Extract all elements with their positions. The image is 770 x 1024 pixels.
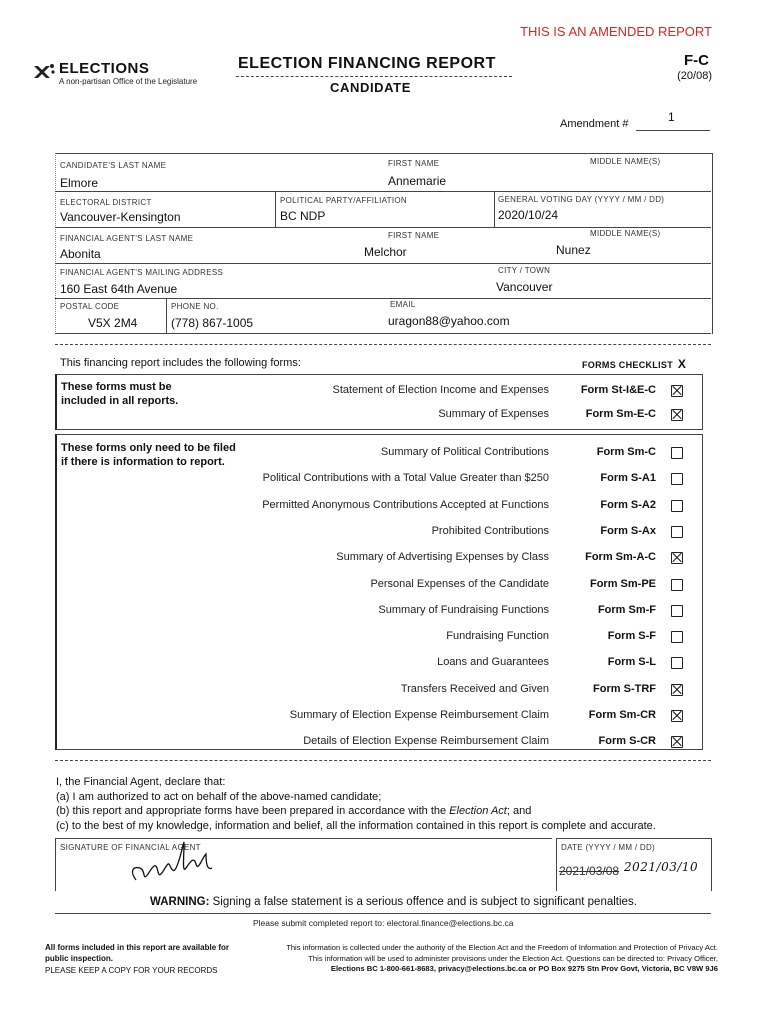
form-version: (20/08)	[677, 70, 712, 82]
voting-day-field[interactable]: 2020/10/24	[498, 208, 559, 222]
form-checkbox[interactable]	[671, 409, 683, 421]
form-checkbox[interactable]	[671, 500, 683, 512]
form-code: Form S-TRF	[593, 682, 656, 695]
form-code: Form Sm-PE	[589, 577, 656, 590]
form-checkbox[interactable]	[671, 657, 683, 669]
footer-contact: Elections BC 1-800-661-8683, privacy@elections.bc.ca or PO Box 9275 Stn Prov Govt, Victoria, BC V8W 9J6	[330, 964, 718, 973]
section-divider	[55, 760, 711, 761]
agent-middle-name-field[interactable]: Nunez	[556, 243, 591, 257]
form-code: Form St-I&E-C	[580, 384, 656, 396]
title-rule	[236, 76, 512, 77]
party-label: POLITICAL PARTY/AFFILIATION	[280, 196, 407, 205]
form-checkbox[interactable]	[671, 736, 683, 748]
form-description: Political Contributions with a Total Value Greater than $250	[262, 472, 549, 485]
signature-date-label: DATE (YYYY / MM / DD)	[561, 843, 656, 852]
form-checkbox[interactable]	[671, 447, 683, 459]
party-field[interactable]: BC NDP	[280, 209, 326, 223]
form-checkbox[interactable]	[671, 526, 683, 538]
candidate-middle-name-label: MIDDLE NAME(S)	[590, 157, 661, 166]
footer-left	[45, 943, 235, 977]
form-checkbox[interactable]	[671, 631, 683, 643]
form-checkbox[interactable]	[671, 684, 683, 696]
declaration	[56, 775, 716, 833]
form-description: Prohibited Contributions	[431, 524, 549, 537]
declaration-b-end: ; and	[506, 805, 532, 817]
form-checkbox[interactable]	[671, 552, 683, 564]
form-code: Form S-A1	[600, 472, 656, 485]
form-checkbox[interactable]	[671, 473, 683, 485]
candidate-first-name-label: FIRST NAME	[388, 159, 440, 168]
declaration-a: (a) I am authorized to act on behalf of the above-named candidate;	[56, 790, 382, 803]
form-checkbox[interactable]	[671, 385, 683, 397]
electoral-district-label: ELECTORAL DISTRICT	[60, 198, 152, 207]
postal-code-field[interactable]: V5X 2M4	[88, 316, 138, 330]
checklist-intro: This financing report includes the following forms:	[60, 357, 301, 369]
declaration-intro: I, the Financial Agent, declare that:	[56, 776, 226, 788]
signature-date-printed[interactable]: 2021/03/08	[559, 864, 620, 878]
declaration-b	[56, 804, 716, 819]
signature-date-handwritten: 2021/03/10	[624, 860, 699, 874]
agent-last-name-field[interactable]: Abonita	[60, 247, 101, 261]
row-divider	[55, 333, 711, 334]
form-description: Details of Election Expense Reimbursement Claim	[303, 735, 549, 748]
warning-label: WARNING:	[150, 896, 210, 908]
amendment-number[interactable]: 1	[668, 110, 675, 124]
form-code: Form S-A2	[600, 498, 656, 511]
amendment-label: Amendment #	[560, 118, 629, 130]
form-code: Form S-L	[607, 656, 656, 669]
declaration-b-text: (b) this report and appropriate forms have been prepared in accordance with the	[56, 805, 450, 817]
checklist-heading-mark: X	[677, 357, 687, 371]
agent-last-name-label: FINANCIAL AGENT'S LAST NAME	[60, 234, 194, 243]
form-checkbox[interactable]	[671, 710, 683, 722]
elections-logo-icon	[32, 60, 56, 84]
form-code: Form S-F	[607, 630, 656, 643]
form-description: Summary of Fundraising Functions	[378, 603, 549, 616]
declaration-b-act: Election Act	[449, 805, 507, 817]
form-code: Form Sm-F	[597, 603, 656, 616]
candidate-last-name-field[interactable]: Elmore	[60, 176, 99, 190]
warning-rule	[55, 913, 711, 914]
form-description: Transfers Received and Given	[400, 682, 549, 695]
col-divider	[494, 191, 495, 227]
submit-note: Please submit completed report to: electoral.finance@elections.bc.ca	[253, 918, 514, 928]
declaration-c: (c) to the best of my knowledge, information and belief, all the information contained in this report is complete and accurate.	[56, 819, 656, 832]
amendment-underline	[636, 130, 710, 131]
electoral-district-field[interactable]: Vancouver-Kensington	[60, 210, 181, 224]
org-tagline: A non-partisan Office of the Legislature	[59, 77, 198, 86]
agent-signature	[122, 838, 222, 888]
agent-address-field[interactable]: 160 East 64th Avenue	[60, 282, 178, 296]
footer-public-note: All forms included in this report are available for public inspection.	[45, 943, 230, 963]
form-description: Statement of Election Income and Expenses	[332, 384, 549, 396]
form-description: Summary of Political Contributions	[380, 446, 549, 458]
form-code: Form Sm-E-C	[585, 408, 656, 420]
required-forms-note: These forms must be included in all reports.	[61, 381, 179, 407]
agent-city-label: CITY / TOWN	[498, 266, 551, 275]
elections-logo	[32, 60, 212, 90]
agent-address-label: FINANCIAL AGENT'S MAILING ADDRESS	[60, 268, 224, 277]
phone-label: PHONE NO.	[171, 302, 219, 311]
form-code: Form S-CR	[598, 735, 656, 748]
phone-field[interactable]: (778) 867-1005	[171, 316, 254, 330]
checklist-heading-text: FORMS CHECKLIST	[582, 360, 673, 370]
email-field[interactable]: uragon88@yahoo.com	[388, 314, 510, 328]
email-label: EMAIL	[390, 300, 416, 309]
col-divider	[166, 298, 167, 333]
col-divider	[275, 191, 276, 227]
checklist-heading	[582, 357, 686, 371]
row-divider	[55, 191, 711, 192]
form-checkbox[interactable]	[671, 605, 683, 617]
form-code: Form Sm-C	[596, 446, 656, 458]
voting-day-label: GENERAL VOTING DAY (YYYY / MM / DD)	[498, 195, 665, 204]
row-divider	[55, 227, 711, 228]
agent-city-field[interactable]: Vancouver	[496, 280, 553, 294]
section-divider	[55, 344, 711, 345]
row-divider	[55, 298, 711, 299]
agent-first-name-label: FIRST NAME	[388, 231, 440, 240]
signature-label: SIGNATURE OF FINANCIAL AGENT	[60, 843, 201, 852]
warning-text: Signing a false statement is a serious offence and is subject to significant penalties.	[212, 896, 637, 908]
agent-first-name-field[interactable]: Melchor	[364, 245, 407, 259]
warning	[150, 896, 637, 908]
form-description: Summary of Expenses	[438, 408, 549, 420]
form-code: Form Sm-A-C	[585, 551, 656, 564]
org-name: ELECTIONS	[59, 60, 150, 77]
report-title: ELECTION FINANCING REPORT	[238, 55, 496, 72]
footer-usage: This information will be used to administer provisions under the Election Act. Questions can be directed to: Privacy Officer,	[308, 953, 718, 963]
form-code: Form S-Ax	[600, 524, 656, 537]
form-code: Form Sm-CR	[588, 709, 656, 721]
form-description: Permitted Anonymous Contributions Accepted at Functions	[262, 498, 549, 511]
agent-middle-name-label: MIDDLE NAME(S)	[590, 229, 661, 238]
footer-right	[232, 943, 718, 975]
footer-authority: This information is collected under the authority of the Election Act and the Freedom of Information and Protection of Privacy Act.	[286, 943, 718, 952]
form-description: Loans and Guarantees	[437, 656, 549, 669]
form-code: F-C	[684, 52, 709, 69]
postal-code-label: POSTAL CODE	[60, 302, 120, 311]
form-description: Fundraising Function	[446, 630, 549, 643]
candidate-info-box	[55, 153, 713, 334]
report-subtitle: CANDIDATE	[330, 80, 411, 95]
form-description: Summary of Advertising Expenses by Class	[336, 551, 549, 564]
amended-report-banner: THIS IS AN AMENDED REPORT	[520, 24, 712, 39]
optional-forms-note: These forms only need to be filed if there is information to report.	[61, 442, 236, 468]
form-description: Summary of Election Expense Reimbursement Claim	[289, 709, 549, 721]
form-description: Personal Expenses of the Candidate	[370, 577, 549, 590]
candidate-last-name-label: CANDIDATE'S LAST NAME	[60, 161, 167, 170]
row-divider	[55, 263, 711, 264]
form-checkbox[interactable]	[671, 579, 683, 591]
candidate-first-name-field[interactable]: Annemarie	[388, 174, 447, 188]
footer-keep-copy: PLEASE KEEP A COPY FOR YOUR RECORDS	[45, 966, 218, 975]
